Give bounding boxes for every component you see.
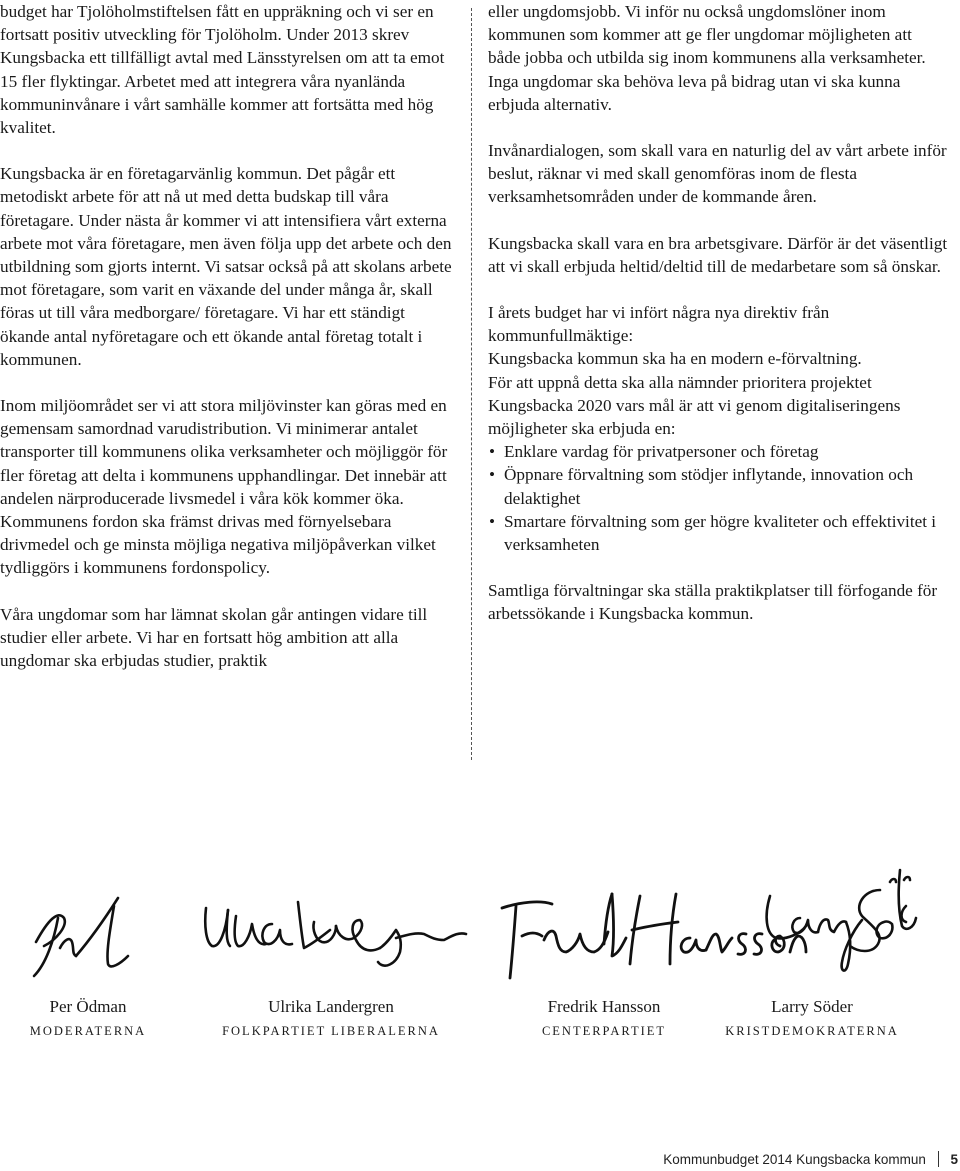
signatory-ulrika-landergren (196, 997, 466, 1039)
list-item: • Smartare förvaltning som ger högre kvaliteter och effektivitet i verksamheten (488, 510, 948, 556)
footer-separator (938, 1151, 939, 1167)
signatory-larry-soder (708, 997, 916, 1039)
paragraph: I årets budget har vi infört några nya direktiv från kommunfullmäktige: (488, 303, 830, 346)
signature-area (0, 860, 960, 1000)
signatory-name: Larry Söder (771, 997, 853, 1016)
directive-list (488, 440, 948, 556)
paragraph: Inom miljöområdet ser vi att stora miljövinster kan göras med en gemensam samordnad varudistribution. Vi minimerar antalet transporter till kommunens olika verksamheter och möjliggör för fler företag att delta i kommunens upphandlingar. Det innebär att andelen närproducerade livsmedel i våra kök kommer öka. Kommunens fordon ska främst drivas med förnyelsebara drivmedel och ge minsta möjliga negativa miljöpåverkan vilket tydliggörs i kommunens fordonspolicy. (0, 396, 448, 578)
paragraph: budget har Tjolöholmstiftelsen fått en uppräkning och vi ser en fortsatt positiv utveckling för Tjolöholm. Under 2013 skrev Kungsbacka ett tillfälligt avtal med Länsstyrelsen om att ta emot 15 fler flyktingar. Arbetet med att integrera våra nyanlända kommuninvånare i vårt samhälle kommer att fortsätta med hög kvalitet. (0, 2, 445, 138)
signature-larry-soder (767, 870, 916, 971)
footer-organization: Kungsbacka kommun (796, 1152, 926, 1167)
footer-document-title: Kommunbudget 2014 (663, 1152, 793, 1167)
signatory-party: KRISTDEMOKRATERNA (725, 1024, 899, 1038)
paragraph: Våra ungdomar som har lämnat skolan går antingen vidare till studier eller arbete. Vi har en fortsatt hög ambition att alla ungdomar ska erbjudas studier, praktik (0, 604, 428, 671)
page-footer (663, 1151, 960, 1169)
paragraph: Samtliga förvaltningar ska ställa praktikplatser till förfogande för arbetssökande i Kungsbacka kommun. (488, 581, 938, 624)
signatory-party: MODERATERNA (29, 1024, 147, 1038)
right-text-column (488, 0, 948, 649)
list-item: • Enklare vardag för privatpersoner och företag (488, 440, 948, 463)
list-item: • Öppnare förvaltning som stödjer inflytande, innovation och delaktighet (488, 463, 948, 509)
paragraph: Kungsbacka är en företagarvänlig kommun. Det pågår ett metodiskt arbete för att nå ut med detta budskap till våra företagare. Under nästa år kommer vi att intensifiera vårt externa arbete mot våra företagare, men även följa upp det arbete och den utbildning som gjorts internt. Vi satsar också på att skolans arbete mot företagare, som varit en växande del under många år, skall föras ut till våra medborgare/ företagare. Vi har ett ständigt ökande antal nyföretagare och ett ökande antal företag totalt i kommunen. (0, 164, 452, 369)
signatory-party: FOLKPARTIET LIBERALERNA (222, 1024, 440, 1038)
signature-per-odman (34, 898, 128, 976)
paragraph: Invånardialogen, som skall vara en naturlig del av vårt arbete inför beslut, räknar vi med skall genomföras inom de flesta verksamhetsområden under de kommande åren. (488, 141, 947, 207)
left-text-column (0, 0, 452, 695)
signature-fredrik-hansson (502, 894, 806, 978)
signatory-name: Ulrika Landergren (268, 997, 394, 1016)
signatory-party: CENTERPARTIET (541, 1024, 667, 1038)
paragraph: Kungsbacka skall vara en bra arbetsgivare. Därför är det väsentligt att vi skall erbjuda heltid/deltid till de medarbetare som så önskar. (488, 233, 948, 276)
column-divider (471, 8, 472, 760)
signature-ulrika-landergren (205, 902, 466, 966)
signatory-per-odman (18, 997, 158, 1039)
page-number: 5 (950, 1152, 958, 1167)
signatory-name: Fredrik Hansson (547, 997, 661, 1016)
paragraph: För att uppnå detta ska alla nämnder prioritera projektet Kungsbacka 2020 vars mål är att vi genom digitaliseringens möjligheter ska erbjuda en: (488, 372, 901, 439)
paragraph: eller ungdomsjobb. Vi inför nu också ungdomslöner inom kommunen som kommer att ge fler ungdomar möjligheten att både jobba och utbilda sig inom kommunens alla verksamheter. Inga ungdomar ska behöva leva på bidrag utan vi ska kunna erbjuda alternativ. (488, 2, 926, 114)
signatory-name: Per Ödman (49, 997, 127, 1016)
paragraph: Kungsbacka kommun ska ha en modern e-förvaltning. (488, 349, 862, 369)
signatory-fredrik-hansson (516, 997, 692, 1039)
